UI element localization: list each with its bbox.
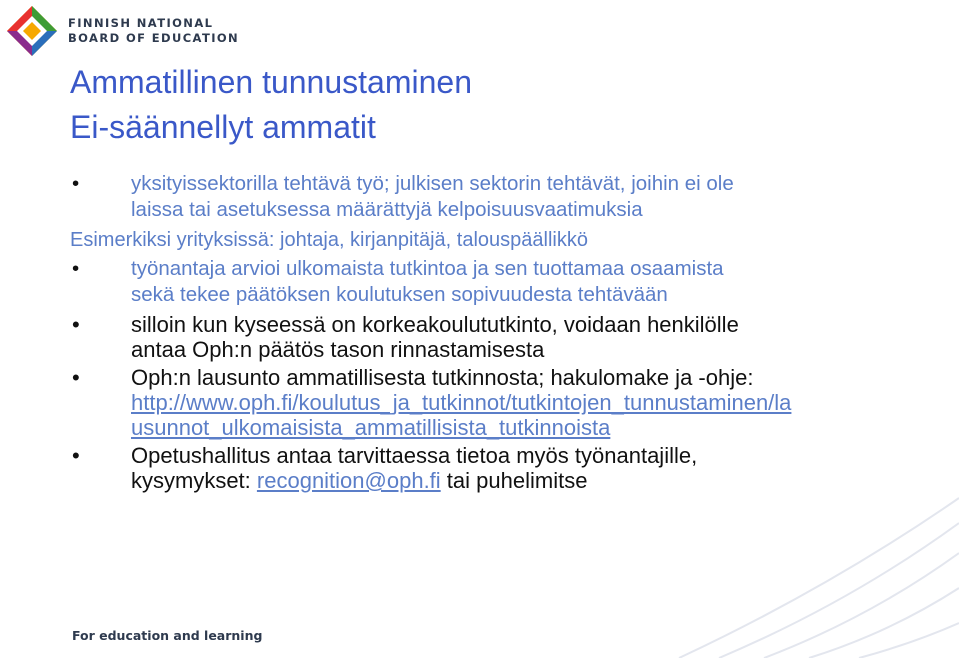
bullet-marker: • xyxy=(72,365,80,390)
organization-name xyxy=(68,16,239,46)
decorative-lines xyxy=(659,478,959,658)
bullet-text-line: laissa tai asetuksessa määrättyjä kelpoisuusvaatimuksia xyxy=(131,198,643,221)
bullet-marker: • xyxy=(72,443,80,468)
org-name-line2: BOARD OF EDUCATION xyxy=(68,31,240,45)
slide-content xyxy=(70,171,950,496)
footer-tagline: For education and learning xyxy=(72,628,263,643)
bullet-text-line: yksityissektorilla tehtävä työ; julkisen sektorin tehtävät, joihin ei ole xyxy=(131,172,734,195)
slide-title-line2: Ei-säännellyt ammatit xyxy=(70,109,376,145)
fnbe-logo-mark xyxy=(6,5,58,57)
link-text-line: usunnot_ulkomaisista_ammatillisista_tutkinnoista xyxy=(131,415,611,440)
contact-suffix: tai puhelimitse xyxy=(440,468,588,493)
bullet-text-line: silloin kun kyseessä on korkeakoulututkinto, voidaan henkilölle xyxy=(131,312,739,337)
bullet-text-line: Opetushallitus antaa tarvittaessa tietoa myös työnantajille, xyxy=(131,443,698,468)
bullet-marker: • xyxy=(72,257,80,280)
bullet-text-line: työnantaja arvioi ulkomaista tutkintoa ja sen tuottamaa osaamista xyxy=(131,257,724,280)
email-link[interactable]: recognition@oph.fi xyxy=(256,468,441,493)
bullet-text-line: sekä tekee päätöksen koulutuksen sopivuudesta tehtävään xyxy=(131,283,668,306)
slide-title-line1: Ammatillinen tunnustaminen xyxy=(70,64,472,100)
bullet-higher-education xyxy=(70,312,950,362)
oph-statement-link[interactable] xyxy=(131,390,950,440)
examples-line: Esimerkiksi yrityksissä: johtaja, kirjanpitäjä, talouspäällikkö xyxy=(70,229,588,251)
slide-title xyxy=(70,60,472,150)
bullet-text-line: antaa Oph:n päätös tason rinnastamisesta xyxy=(131,337,545,362)
org-name-line1: FINNISH NATIONAL xyxy=(68,16,214,30)
link-text-line: http://www.oph.fi/koulutus_ja_tutkinnot/tutkintojen_tunnustaminen/la xyxy=(131,390,792,415)
bullet-employer-assesses xyxy=(70,256,950,308)
contact-prefix: kysymykset: xyxy=(131,468,257,493)
bullet-marker: • xyxy=(72,172,80,195)
bullet-private-sector xyxy=(70,171,950,223)
bullet-text-line: Oph:n lausunto ammatillisesta tutkinnosta; hakulomake ja -ohje: xyxy=(131,365,754,390)
bullet-marker: • xyxy=(72,312,80,337)
bullet-oph-statement xyxy=(70,365,950,440)
